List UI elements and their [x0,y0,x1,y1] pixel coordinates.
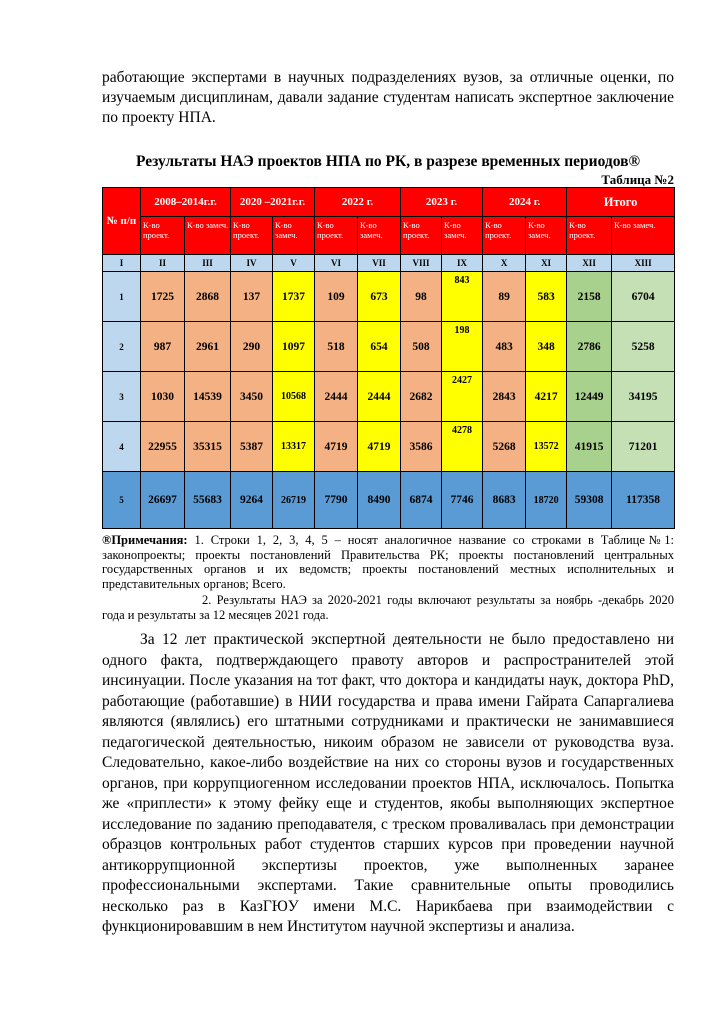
cell: 6704 [612,272,675,322]
table-subheader-row [103,217,675,255]
table-number: Таблица №2 [601,172,674,187]
cell: 483 [483,322,526,372]
notes-label: ®Примечания: [102,533,188,547]
cell: 41915 [567,422,612,472]
row-number: 5 [103,472,141,529]
cell: 1725 [141,272,185,322]
cell: 13317 [273,422,315,472]
roman-cell: VI [315,255,358,272]
roman-cell: XII [567,255,612,272]
cell: 5268 [483,422,526,472]
cell: 4719 [358,422,401,472]
cell: 5258 [612,322,675,372]
cell: 987 [141,322,185,372]
subheader-remarks: К-во замеч. [612,217,675,255]
subheader-remarks: К-во замеч. [526,217,567,255]
header-period-2023: 2023 г. [401,188,483,217]
cell: 4719 [315,422,358,472]
subheader-remarks: К-во замеч. [442,217,483,255]
cell: 89 [483,272,526,322]
subheader-projects: К-во проект. [483,217,526,255]
roman-numerals-row [103,255,675,272]
cell: 3450 [231,372,273,422]
table-row-3 [103,372,675,422]
header-number: № п/п [103,188,141,255]
cell: 8683 [483,472,526,529]
subheader-projects: К-во проект. [141,217,185,255]
cell: 13572 [526,422,567,472]
cell: 673 [358,272,401,322]
cell: 98 [401,272,442,322]
roman-cell: V [273,255,315,272]
subheader-projects: К-во проект. [231,217,273,255]
cell: 2427 [442,372,483,422]
cell: 1097 [273,322,315,372]
subheader-remarks: К-во замеч. [185,217,231,255]
cell: 7746 [442,472,483,529]
roman-cell: XI [526,255,567,272]
cell: 508 [401,322,442,372]
cell: 2444 [315,372,358,422]
body-paragraph: За 12 лет практической экспертной деятельности не было предоставлено ни одного факта, подтверждающего правоту авторов и распространителей этой инсинуации. После указания на тот факт, что доктора и кандидаты наук, доктора PhD, работающие (работавшие) в НИИ государства и права имени Гайрата Сапаргалиева являются (являлись) его штатными сотрудниками и практически не занимавшиеся педагогической деятельностью, никоим образом не зависели от руководства вуза. Следовательно, какое-либо воздействие на них со стороны вузов и государственных органов, при коррупциогенном исследовании проектов НПА, исключалось. Попытка же «приплести» к этому фейку еще и студентов, якобы выполняющих экспертное исследование по заданию преподавателя, с треском проваливалась при демонстрации образцов контрольных работ студентов старших курсов при проведении научной антикоррупционной экспертизы проектов, уже выполненных заранее профессиональными экспертами. Такие сравнительные опыты проводились несколько раз в КазГЮУ имени М.С. Нарикбаева при взаимодействии с функционировавшим в нем Институтом научной экспертизы и анализа. [102,631,674,935]
cell: 583 [526,272,567,322]
roman-cell: I [103,255,141,272]
cell: 290 [231,322,273,372]
row-number: 2 [103,322,141,372]
cell: 35315 [185,422,231,472]
subheader-projects: К-во проект. [401,217,442,255]
cell: 14539 [185,372,231,422]
cell: 34195 [612,372,675,422]
document-page [102,68,674,938]
cell: 18720 [526,472,567,529]
cell: 348 [526,322,567,372]
cell: 10568 [273,372,315,422]
cell: 22955 [141,422,185,472]
subheader-projects: К-во проект. [567,217,612,255]
table-row-2 [103,322,675,372]
header-total: Итого [567,188,675,217]
cell: 26719 [273,472,315,529]
intro-paragraph: работающие экспертами в научных подразделениях вузов, за отличные оценки, по изучаемым дисциплинам, давали задание студентам написать экспертное заключение по проекту НПА. [102,69,674,126]
cell: 518 [315,322,358,372]
cell: 7790 [315,472,358,529]
roman-cell: III [185,255,231,272]
table-row-5 [103,472,675,529]
cell: 2961 [185,322,231,372]
row-number: 1 [103,272,141,322]
cell: 12449 [567,372,612,422]
cell: 9264 [231,472,273,529]
table-title: Результаты НАЭ проектов НПА по РК, в разрезе временных периодов® [135,153,641,170]
roman-cell: II [141,255,185,272]
roman-cell: IV [231,255,273,272]
results-table [102,187,675,529]
header-period-2022: 2022 г. [315,188,401,217]
cell: 2682 [401,372,442,422]
cell: 3586 [401,422,442,472]
cell: 71201 [612,422,675,472]
cell: 6874 [401,472,442,529]
cell: 1030 [141,372,185,422]
table-header-row [103,188,675,217]
cell: 2868 [185,272,231,322]
table-row-4 [103,422,675,472]
cell: 654 [358,322,401,372]
notes-text-1: 1. Строки 1, 2, 3, 4, 5 – носят аналогичное название со строками в Таблице№1: законопроекты; проекты постановлений Правительства РК; проекты постановлений центральных государственных органов и их ведомств; проекты постановлений местных исполнительных и представительных органов; Всего. [102,533,674,591]
row-number: 4 [103,422,141,472]
cell: 117358 [612,472,675,529]
cell: 8490 [358,472,401,529]
cell: 2158 [567,272,612,322]
cell: 5387 [231,422,273,472]
cell: 26697 [141,472,185,529]
notes-paragraph-2: 2. Результаты НАЭ за 2020-2021 годы включают результаты за ноябрь -декабрь 2020 года и результаты за 12 месяцев 2021 года. [102,593,674,622]
roman-cell: X [483,255,526,272]
notes-paragraph-1 [102,533,674,591]
subheader-remarks: К-во замеч. [273,217,315,255]
roman-cell: VII [358,255,401,272]
header-period-2024: 2024 г. [483,188,567,217]
roman-cell: IX [442,255,483,272]
cell: 59308 [567,472,612,529]
cell: 843 [442,272,483,322]
cell: 2843 [483,372,526,422]
table-row-1 [103,272,675,322]
cell: 137 [231,272,273,322]
header-period-2008: 2008–2014г.г. [141,188,231,217]
roman-cell: XIII [612,255,675,272]
cell: 55683 [185,472,231,529]
header-period-2020: 2020 –2021г.г. [231,188,315,217]
cell: 2444 [358,372,401,422]
subheader-remarks: К-во замеч. [358,217,401,255]
cell: 198 [442,322,483,372]
cell: 4217 [526,372,567,422]
subheader-projects: К-во проект. [315,217,358,255]
roman-cell: VIII [401,255,442,272]
cell: 2786 [567,322,612,372]
cell: 109 [315,272,358,322]
row-number: 3 [103,372,141,422]
cell: 4278 [442,422,483,472]
cell: 1737 [273,272,315,322]
